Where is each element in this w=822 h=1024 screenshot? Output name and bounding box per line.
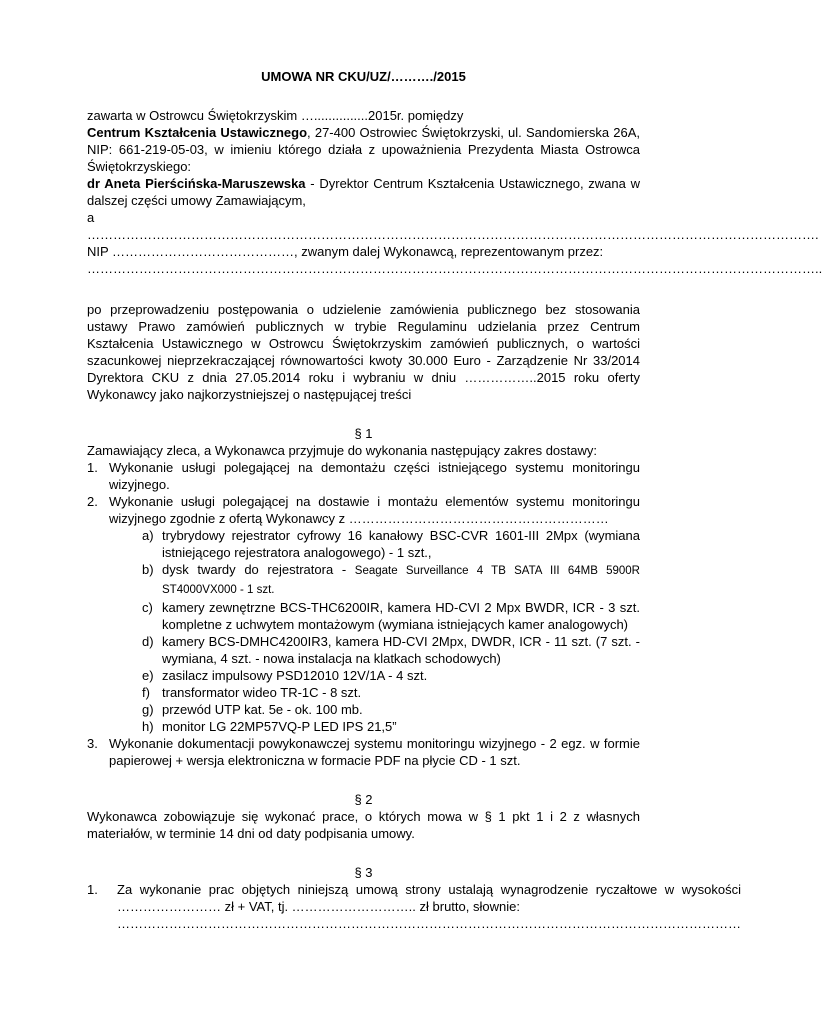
sub-item <box>142 701 640 718</box>
sub-item-text: przewód UTP kat. 5e - ok. 100 mb. <box>162 702 363 717</box>
sub-item-text-small: Seagate Surveillance 4 TB SATA III 64MB 5900R ST4000VX000 - 1 szt. <box>162 565 640 596</box>
section-2-text: Wykonawca zobowiązuje się wykonać prace, o których mowa w § 1 pkt 1 i 2 z własnych materiałów, w terminie 14 dni od daty podpisania umowy. <box>87 809 640 841</box>
item-text <box>117 881 741 932</box>
sub-list <box>142 527 640 735</box>
sub-item-text: kamery BCS-DMHC4200IR3, kamera HD-CVI 2Mpx, DWDR, ICR - 11 szt. (7 szt. - wymiana, 4 szt. - nowa instalacja na klatkach schodowych) <box>162 634 640 666</box>
sub-item-letter: a) <box>142 528 154 543</box>
sub-item <box>142 718 640 735</box>
item-number: 3. <box>87 736 98 751</box>
section-2-heading: § 2 <box>354 792 373 807</box>
sub-item-letter: b) <box>142 562 154 577</box>
section-1-list <box>87 459 640 769</box>
sub-item-letter: e) <box>142 668 154 683</box>
sub-item-text-main: dysk twardy do rejestratora - <box>162 562 355 577</box>
director-paragraph <box>87 175 640 209</box>
representative-dots: …………………………………………………………………………………………………………………………………………………….. <box>87 261 822 276</box>
sub-item-letter: f) <box>142 685 150 700</box>
section-3-heading: § 3 <box>354 865 373 880</box>
list-item <box>87 459 640 493</box>
intro-place-date: zawarta w Ostrowcu Świętokrzyskim …...............2015r. pomiędzy <box>87 108 464 123</box>
sub-item-text: kamery zewnętrzne BCS-THC6200IR, kamera HD-CVI 2 Mpx BWDR, ICR - 3 szt. kompletne z uchwytem montażowym (wymiana istniejących kamer analogowych) <box>162 600 640 632</box>
procedure-paragraph: po przeprowadzeniu postępowania o udzielenie zamówienia publicznego bez stosowania ustawy Prawo zamówień publicznych w trybie Regulaminu udzielania przez Centrum Kształcenia Ustawicznego w Ostrowcu Świętokrzyskim zamówień publicznych, o wartości szacunkowej nieprzekraczającej równowartości kwoty 30.000 Euro - Zarządzenie Nr 33/2014 Dyrektora CKU z dnia 27.05.2014 roku i wybraniu w dniu ……………..2015 roku oferty Wykonawcy jako najkorzystniejszej o następującej treści <box>87 302 640 402</box>
section-1-lead: Zamawiający zleca, a Wykonawca przyjmuje do wykonania następujący zakres dostawy: <box>87 443 597 458</box>
item-number: 1. <box>87 460 98 475</box>
section-1-heading: § 1 <box>354 426 373 441</box>
sub-item-text: transformator wideo TR-1C - 8 szt. <box>162 685 362 700</box>
sub-item <box>142 633 640 667</box>
party1-details: , 27-400 Ostrowiec Świętokrzyski, ul. Sandomierska 26A, NIP: 661-219-05-03, w imieniu którego działa z upoważnienia Prezydenta Miasta Ostrowca Świętokrzyskiego: <box>87 125 640 174</box>
item-text: Wykonanie usługi polegającej na demontażu części istniejącego systemu monitoringu wizyjnego. <box>109 460 640 492</box>
sub-item <box>142 684 640 701</box>
director-name: dr Aneta Pierścińska-Maruszewska <box>87 176 306 191</box>
item-text: Wykonanie dokumentacji powykonawczej systemu monitoringu wizyjnego - 2 egz. w formie papierowej + wersja elektroniczna w formacie PDF na płycie CD - 1 szt. <box>109 736 640 768</box>
item-text-content: Za wykonanie prac objętych niniejszą umową strony ustalają wynagrodzenie ryczałtowe w wysokości …………………… zł + VAT, tj. ……………………….. zł brutto, słownie: <box>117 882 741 914</box>
sub-item-letter: c) <box>142 600 153 615</box>
sub-item-text: monitor LG 22MP57VQ-P LED IPS 21,5” <box>162 719 397 734</box>
director-details: - Dyrektor Centrum Kształcenia Ustawicznego, zwana w dalszej części umowy Zamawiającym, <box>87 176 640 208</box>
contractor-name-dots: ……………………………………………………………………………………………………………………………………………………. <box>87 227 819 242</box>
sub-item-text <box>162 561 640 599</box>
conjunction-a: a <box>87 210 95 225</box>
item-text <box>109 493 640 735</box>
nip-line: NIP ……………………………………, zwanym dalej Wykonawcą, reprezentowanym przez: <box>87 244 604 259</box>
item-number: 1. <box>87 882 98 897</box>
sub-item-letter: h) <box>142 719 154 734</box>
item-text-content: Wykonanie usługi polegającej na dostawie i montażu elementów systemu monitoringu wizyjnego zgodnie z ofertą Wykonawcy z …………………………………………………… <box>109 494 640 526</box>
sub-item <box>142 599 640 633</box>
amount-words-dots: ……………………………………………………………………………………………………………………………… <box>117 916 741 931</box>
sub-item-letter: g) <box>142 702 154 717</box>
party1-name: Centrum Kształcenia Ustawicznego <box>87 125 308 140</box>
sub-item-text: zasilacz impulsowy PSD12010 12V/1A - 4 szt. <box>162 668 428 683</box>
contract-page <box>87 62 822 932</box>
document-title: UMOWA NR CKU/UZ/………./2015 <box>261 69 466 84</box>
list-item <box>87 493 640 735</box>
item-number: 2. <box>87 494 98 509</box>
section-3-list <box>87 881 741 932</box>
sub-item-letter: d) <box>142 634 154 649</box>
sub-item-text: trybrydowy rejestrator cyfrowy 16 kanałowy BSC-CVR 1601-III 2Mpx (wymiana istniejącego rejestratora analogowego) - 1 szt., <box>162 528 640 560</box>
list-item <box>87 881 741 932</box>
list-item <box>87 735 640 769</box>
sub-item <box>142 527 640 561</box>
party1-paragraph <box>87 124 640 175</box>
sub-item <box>142 561 640 599</box>
sub-item <box>142 667 640 684</box>
